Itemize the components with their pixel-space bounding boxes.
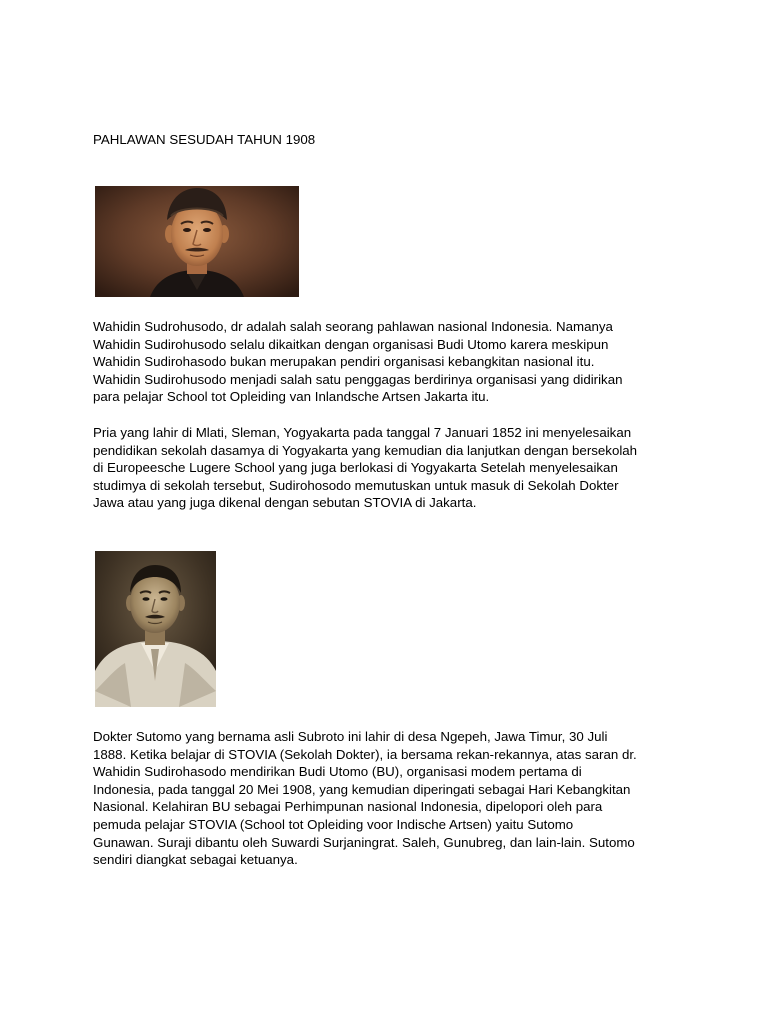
paragraph-line: sendiri diangkat sebagai ketuanya.: [93, 852, 298, 868]
wahidin-portrait-image: [95, 186, 299, 297]
paragraph-line: pendidikan sekolah dasamya di Yogyakarta yang kemudian dia lanjutkan dengan bersekolah: [93, 442, 638, 458]
paragraph-line: Gunawan. Suraji dibantu oleh Suwardi Surjaningrat. Saleh, Gunubreg, dan lain-lain. Sutomo: [93, 834, 635, 850]
paragraph-line: studimya di sekolah tersebut, Sudirohosodo memutuskan untuk masuk di Sekolah Dokter: [93, 477, 619, 493]
paragraph-line: 1888. Ketika belajar di STOVIA (Sekolah Dokter), ia bersama rekan-rekannya, atas saran dr.: [93, 746, 637, 762]
page-title: PAHLAWAN SESUDAH TAHUN 1908: [93, 132, 316, 147]
paragraph-line: Wahidin Sudirohasodo mendirikan Budi Utomo (BU), organisasi modem pertama di: [93, 764, 582, 780]
paragraph-wahidin-biography: [93, 424, 693, 512]
paragraph-line: Nasional. Kelahiran BU sebagai Perhimpunan nasional Indonesia, dipelopori oleh para: [93, 799, 603, 815]
paragraph-line: Indonesia, pada tanggal 20 Mei 1908, yang kemudian diperingati sebagai Hari Kebangkitan: [93, 781, 631, 797]
paragraph-line: Wahidin Sudirohusodo menjadi salah satu penggagas berdirinya organisasi yang didirikan: [93, 371, 623, 387]
paragraph-line: Jawa atau yang juga dikenal dengan sebutan STOVIA di Jakarta.: [93, 495, 477, 511]
paragraph-line: Dokter Sutomo yang bernama asli Subroto ini lahir di desa Ngepeh, Jawa Timur, 30 Juli: [93, 729, 608, 744]
sutomo-portrait-image: [95, 551, 216, 707]
paragraph-line: Wahidin Sudirohusodo selalu dikaitkan dengan organisasi Budi Utomo karera meskipun: [93, 336, 609, 352]
paragraph-line: Wahidin Sudirohasodo bukan merupakan pendiri organisasi kebangkitan nasional itu.: [93, 354, 595, 370]
paragraph-wahidin-intro: [93, 318, 693, 406]
paragraph-line: Wahidin Sudrohusodo, dr adalah salah seorang pahlawan nasional Indonesia. Namanya: [93, 319, 613, 334]
paragraph-line: di Europeesche Lugere School yang juga berlokasi di Yogyakarta Setelah menyelesaikan: [93, 460, 618, 476]
paragraph-line: pemuda pelajar STOVIA (School tot Opleiding voor Indische Artsen) yaitu Sutomo: [93, 816, 574, 832]
paragraph-sutomo-biography: [93, 728, 693, 869]
paragraph-line: para pelajar School tot Opleiding van Inlandsche Artsen Jakarta itu.: [93, 389, 490, 405]
paragraph-line: Pria yang lahir di Mlati, Sleman, Yogyakarta pada tanggal 7 Januari 1852 ini menyelesaikan: [93, 425, 632, 440]
